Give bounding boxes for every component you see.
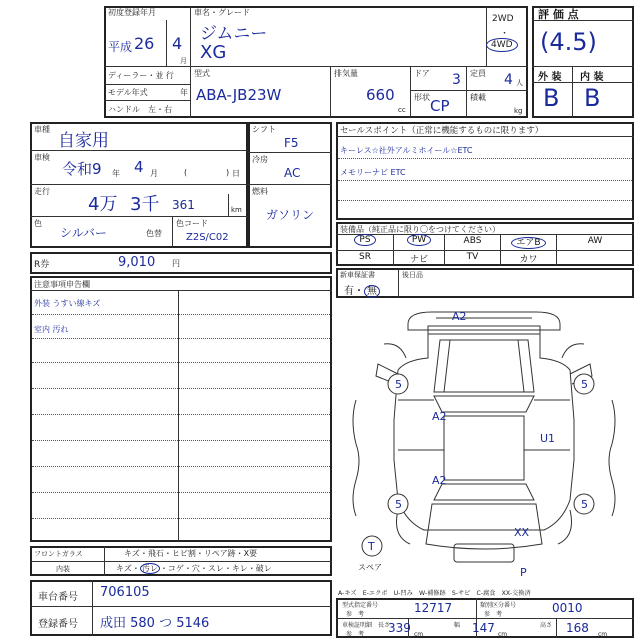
spare-t: T bbox=[368, 540, 375, 553]
drive-4wd-circled: 4WD bbox=[486, 38, 518, 52]
int-label: 内 装 bbox=[580, 72, 604, 83]
divider bbox=[190, 6, 191, 66]
score-label: 評 価 点 bbox=[538, 8, 579, 21]
divider bbox=[32, 492, 330, 493]
drive-dot: ・ bbox=[500, 29, 510, 39]
displacement-label: 排気量 bbox=[334, 69, 358, 78]
divider bbox=[104, 84, 190, 85]
doors: 3 bbox=[452, 72, 461, 88]
divider bbox=[32, 414, 330, 415]
equip-ps: PS bbox=[338, 235, 392, 245]
recycle-unit: 円 bbox=[172, 259, 180, 268]
interior-label: 内装 bbox=[56, 565, 70, 573]
length-value: 339 bbox=[388, 621, 411, 635]
equip-aw: AW bbox=[587, 236, 603, 246]
equip-pw: PW bbox=[394, 235, 444, 245]
divider bbox=[338, 158, 632, 159]
color-code: Z2S/C02 bbox=[186, 232, 229, 243]
load-label: 積載 bbox=[470, 93, 486, 102]
divider bbox=[336, 618, 634, 619]
drive-2wd: 2WD bbox=[492, 14, 514, 24]
equip-abs: ABS bbox=[463, 236, 482, 246]
equip-airbag: エアB bbox=[501, 235, 556, 248]
color-value: シルバー bbox=[60, 226, 107, 240]
color-code-label: 色コード bbox=[176, 219, 208, 228]
equip-tv: TV bbox=[466, 252, 479, 262]
divider bbox=[104, 100, 190, 101]
divider bbox=[32, 314, 330, 315]
model-year-label: モデル年式 bbox=[108, 88, 148, 97]
damage-hood-1: A2 bbox=[432, 410, 447, 423]
ac-value: AC bbox=[284, 166, 301, 180]
divider bbox=[476, 598, 477, 618]
divider bbox=[330, 66, 331, 118]
damage-rear: XX bbox=[514, 526, 530, 539]
divider bbox=[104, 66, 528, 67]
car-diagram bbox=[336, 300, 634, 586]
reg-year: 26 bbox=[134, 34, 155, 53]
reg-era: 平成 bbox=[108, 40, 133, 54]
month-unit: 月 bbox=[180, 57, 187, 65]
notes-box bbox=[30, 276, 332, 542]
p-mark: P bbox=[520, 566, 527, 579]
inspection-label: 車検 bbox=[34, 153, 50, 162]
divider bbox=[178, 290, 179, 542]
tire-fr: 5 bbox=[581, 378, 588, 391]
divider bbox=[410, 66, 411, 118]
class-no-label: 類別区分番号 bbox=[480, 602, 517, 609]
mileage-sen: 3千 bbox=[130, 194, 160, 215]
model-code: ABA-JB23W bbox=[196, 86, 282, 104]
recycle-value: 9,010 bbox=[118, 255, 156, 270]
divider bbox=[92, 580, 93, 636]
type-no-ref: 参 考 bbox=[346, 611, 365, 618]
divider bbox=[32, 362, 330, 363]
fuel-value: ガソリン bbox=[266, 208, 315, 222]
kg-unit: kg bbox=[514, 107, 523, 115]
divider bbox=[486, 6, 487, 66]
divider bbox=[30, 290, 332, 291]
mileage-man: 4万 bbox=[88, 194, 118, 215]
shape: CP bbox=[430, 97, 450, 115]
divider bbox=[30, 216, 248, 217]
divider bbox=[32, 338, 330, 339]
inspection-year-unit: 年 bbox=[112, 169, 120, 178]
divider bbox=[172, 216, 173, 248]
divider bbox=[30, 561, 332, 562]
shift-value: F5 bbox=[284, 136, 299, 150]
type-label: 型式 bbox=[194, 69, 210, 78]
spare-label: スペア bbox=[358, 563, 382, 572]
interior-value: キズ・ 汚レ ・コゲ・穴・スレ・キレ・破レ bbox=[116, 564, 272, 573]
selling-line-1: キーレス☆社外アルミホイール☆ETC bbox=[340, 146, 473, 155]
capacity: 4 bbox=[504, 72, 513, 88]
later-items-label: 後日品 bbox=[402, 271, 423, 279]
usage-value: 自家用 bbox=[58, 131, 109, 151]
divider bbox=[338, 200, 632, 201]
tire-rl: 5 bbox=[395, 498, 402, 511]
length-label: 長さ bbox=[378, 622, 391, 629]
divider bbox=[32, 440, 330, 441]
width-label: 幅 bbox=[454, 622, 461, 629]
chassis-label: 車台番号 bbox=[38, 592, 78, 603]
plate-value: 成田 580 つ 5146 bbox=[100, 616, 210, 631]
paren-open: ( bbox=[184, 168, 188, 177]
shift-label: シフト bbox=[252, 125, 276, 134]
divider bbox=[32, 388, 330, 389]
selling-line-2: メモリーナビ ETC bbox=[340, 168, 406, 177]
divider bbox=[532, 66, 634, 67]
inspection-month: 4 bbox=[134, 158, 144, 176]
damage-hood-2: A2 bbox=[432, 474, 447, 487]
score-value: (4.5) bbox=[540, 28, 597, 56]
grade-name: XG bbox=[200, 42, 227, 63]
ext-label: 外 装 bbox=[538, 72, 562, 83]
tire-rr: 5 bbox=[581, 498, 588, 511]
displacement: 660 bbox=[366, 86, 395, 104]
warranty-value: 有・ 無 bbox=[344, 282, 380, 297]
int-grade: B bbox=[584, 84, 601, 112]
reg-month: 4 bbox=[172, 34, 183, 53]
dealer-label: ディーラー・並 行 bbox=[108, 71, 174, 80]
year-unit: 年 bbox=[180, 88, 188, 97]
recycle-label: R券 bbox=[34, 260, 50, 270]
notes-line-2: 室内 汚れ bbox=[34, 325, 69, 334]
divider bbox=[338, 180, 632, 181]
tire-fl: 5 bbox=[395, 378, 402, 391]
plate-label: 登録番号 bbox=[38, 619, 78, 630]
height-label: 高さ bbox=[540, 622, 553, 629]
divider bbox=[336, 250, 634, 251]
equip-sr: SR bbox=[359, 252, 371, 262]
divider bbox=[166, 20, 167, 66]
day-unit: 日 bbox=[232, 169, 240, 178]
cc-unit: cc bbox=[398, 106, 406, 114]
width-value: 147 bbox=[472, 621, 495, 635]
length-unit: cm bbox=[414, 631, 424, 638]
cert-ref: 参 考 bbox=[346, 631, 365, 638]
damage-side: U1 bbox=[540, 432, 556, 445]
height-unit: cm bbox=[598, 631, 608, 638]
notes-line-1: 外装 うすい線キズ bbox=[34, 299, 101, 308]
divider bbox=[248, 152, 332, 153]
ext-grade: B bbox=[543, 84, 560, 112]
class-no-ref: 参 考 bbox=[484, 611, 503, 618]
damage-top: A2 bbox=[452, 310, 467, 323]
warranty-label: 新車保証書 bbox=[340, 271, 375, 279]
recycle-box bbox=[30, 252, 332, 274]
divider bbox=[556, 618, 557, 638]
chassis-value: 706105 bbox=[100, 585, 150, 600]
notes-label: 注意事項申告欄 bbox=[34, 280, 90, 289]
cert-label: 車検証明細 bbox=[342, 622, 373, 629]
divider bbox=[228, 194, 229, 216]
divider bbox=[32, 466, 330, 467]
divider bbox=[398, 268, 399, 298]
capacity-label: 定員 bbox=[470, 69, 486, 78]
vehicle-header-box bbox=[104, 6, 528, 118]
front-glass-label: フロントガラス bbox=[34, 550, 83, 558]
divider bbox=[30, 184, 248, 185]
fuel-label: 燃料 bbox=[252, 187, 268, 196]
mileage-label: 走行 bbox=[34, 187, 50, 196]
km-unit: km bbox=[231, 206, 242, 214]
divider bbox=[30, 606, 332, 607]
height-value: 168 bbox=[566, 621, 589, 635]
type-no-label: 型式指定番号 bbox=[342, 602, 379, 609]
divider bbox=[466, 66, 467, 118]
first-reg-label: 初度登録年月 bbox=[108, 8, 156, 17]
equip-leather: カワ bbox=[519, 255, 538, 265]
divider bbox=[410, 90, 528, 91]
color-label: 色 bbox=[34, 219, 42, 228]
divider bbox=[32, 518, 330, 519]
inspection-month-unit: 月 bbox=[150, 169, 158, 178]
shape-label: 形状 bbox=[414, 93, 430, 102]
mileage-rest: 361 bbox=[172, 198, 195, 212]
inspection-era: 令和9 bbox=[62, 160, 102, 178]
car-name: ジムニー bbox=[200, 24, 268, 44]
equip-navi: ナビ bbox=[409, 255, 428, 265]
equipment-label: 装備品（純正品に限り〇をつけてください） bbox=[340, 225, 500, 234]
paren-close: ) bbox=[226, 168, 230, 177]
divider bbox=[190, 66, 191, 118]
type-no-value: 12717 bbox=[414, 601, 453, 615]
class-no-value: 0010 bbox=[552, 601, 583, 615]
divider bbox=[336, 136, 634, 137]
selling-label: セールスポイント（正常に機能するものに限ります） bbox=[340, 126, 544, 136]
color-tone-label: 色替 bbox=[146, 229, 162, 238]
usage-label: 車種 bbox=[34, 125, 50, 134]
front-glass-value: キズ・飛石・ヒビ割・リペア跡・X要 bbox=[124, 549, 258, 558]
handle-label: ハンドル 左・右 bbox=[108, 105, 172, 114]
damage-legend: A-キズ E-エクボ U-凹み W-補修跡 S-サビ C-腐食 XX-交換済 bbox=[338, 590, 531, 597]
warranty-box bbox=[336, 268, 634, 298]
width-unit: cm bbox=[498, 631, 508, 638]
door-label: ドア bbox=[414, 69, 430, 78]
name-grade-label: 車名・グレード bbox=[194, 8, 250, 17]
ac-label: 冷房 bbox=[252, 155, 268, 164]
divider bbox=[572, 66, 573, 118]
capacity-unit: 人 bbox=[516, 79, 523, 87]
divider bbox=[104, 546, 105, 576]
divider bbox=[248, 184, 332, 185]
